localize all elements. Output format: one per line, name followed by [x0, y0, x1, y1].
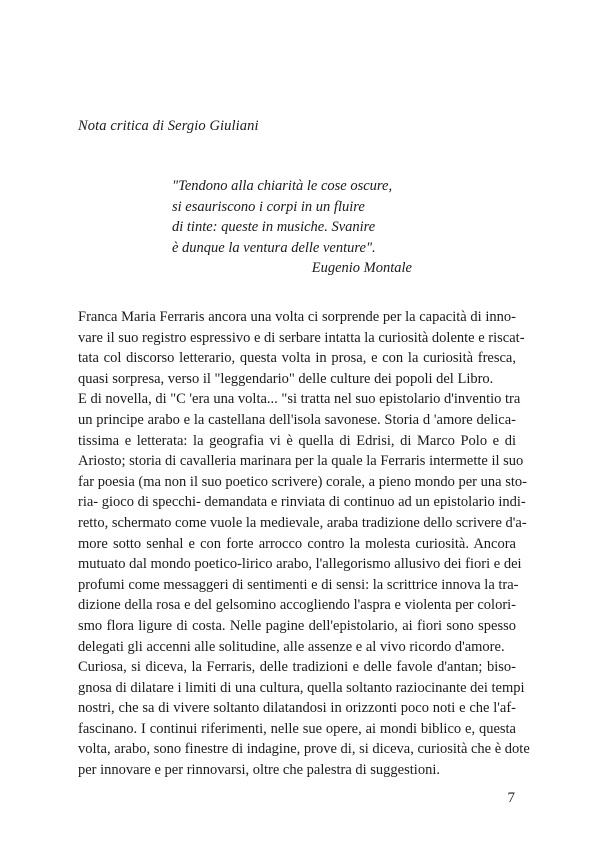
- body-line: Franca Maria Ferraris ancora una volta ci sorprende per la capacità di inno-: [78, 309, 516, 325]
- body-line: volta, arabo, sono finestre di indagine, prove di, si diceva, curiosità che è dote: [78, 741, 530, 758]
- body-line: quasi sorpresa, verso il "leggendario" delle culture dei popoli del Libro.: [78, 370, 494, 387]
- epigraph-line: si esauriscono i corpi in un fluire: [172, 198, 365, 215]
- body-line: un principe arabo e la castellana dell'isola savonese. Storia d 'amore delica-: [78, 411, 516, 428]
- epigraph-line: di tinte: queste in musiche. Svanire: [172, 219, 376, 235]
- body-line: mutuato dal mondo poetico-lirico arabo, l'allegorismo allusivo dei fiori e dei: [78, 556, 522, 573]
- body-line: delegati gli accenni alle solitudine, alle assenze e al vivo ricordo d'amore.: [78, 638, 505, 655]
- body-line: Curiosa, si diceva, la Ferraris, delle tradizioni e delle favole d'antan; biso-: [78, 659, 516, 676]
- body-line: profumi come messaggeri di sentimenti e di sensi: la scrittrice innova la tra-: [78, 576, 519, 593]
- body-line: nostri, che sa di vivere soltanto dilatandosi in orizzonti poco noti e che l'af-: [78, 700, 516, 717]
- epigraph: [172, 176, 412, 279]
- body-line: fascinano. I continui riferimenti, nelle sue opere, ai mondi biblico e, questa: [78, 720, 516, 737]
- body-line: gnosa di dilatare i limiti di una cultura, quella soltanto raziocinante dei tempi: [78, 679, 525, 696]
- body-line: ria- gioco di specchi- demandata e rinviata di continuo ad un epistolario indi-: [78, 494, 526, 511]
- epigraph-line: è dunque la ventura delle venture".: [172, 239, 376, 256]
- body-line: tata col discorso letterario, questa volta in prosa, e con la curiosità fresca,: [78, 350, 516, 367]
- body-line: per innovare e per rinnovarsi, oltre che palestra di suggestioni.: [78, 762, 440, 779]
- body-line: dizione della rosa e del gelsomino accogliendo l'aspra e violenta per colori-: [78, 597, 516, 614]
- body-line: more sotto senhal e con forte arrocco contro la molesta curiosità. Ancora: [78, 535, 516, 552]
- epigraph-author: Eugenio Montale: [311, 260, 412, 276]
- page-number: 7: [507, 790, 515, 806]
- body-line: smo flora ligure di costa. Nelle pagine dell'epistolario, ai fiori sono spesso: [78, 617, 516, 634]
- section-heading: Nota critica di Sergio Giuliani: [78, 118, 259, 134]
- body-text: [78, 307, 530, 781]
- epigraph-line: "Tendono alla chiarità le cose oscure,: [172, 178, 393, 194]
- body-line: vare il suo registro espressivo e di serbare intatta la curiosità dolente e riscat-: [78, 329, 525, 346]
- body-line: Ariosto; storia di cavalleria marinara per la quale la Ferraris intermette il suo: [78, 453, 524, 470]
- body-line: retto, schermato come vuole la medievale, araba tradizione dello scrivere d'a-: [78, 514, 527, 531]
- body-line: E di novella, di "C 'era una volta... "si tratta nel suo epistolario d'inventio tra: [78, 391, 521, 408]
- body-line: tissima e letterata: la geografia vi è quella di Edrisi, di Marco Polo e di: [78, 432, 516, 449]
- body-line: far poesia (ma non il suo poetico scrivere) corale, a pieno mondo per una sto-: [78, 473, 527, 490]
